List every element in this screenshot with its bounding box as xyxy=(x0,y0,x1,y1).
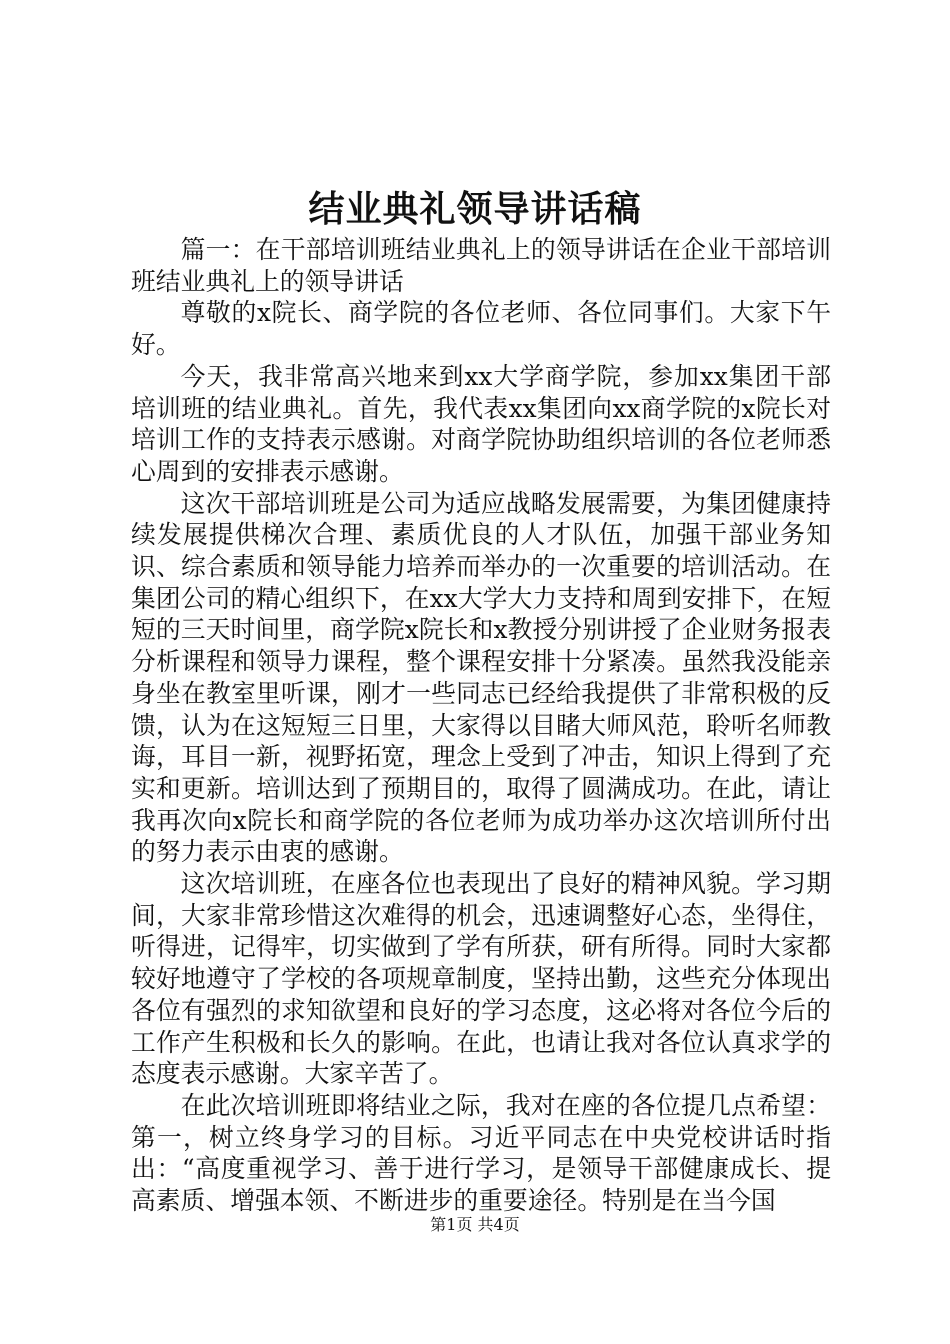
document-body xyxy=(131,234,831,1217)
paragraph: 这次干部培训班是公司为适应战略发展需要，为集团健康持续发展提供梯次合理、素质优良的人才队伍，加强干部业务知识、综合素质和领导能力培养而举办的一次重要的培训活动。在集团公司的精心组织下，在xx大学大力支持和周到安排下，在短短的三天时间里，商学院x院长和x教授分别讲授了企业财务报表分析课程和领导力课程，整个课程安排十分紧凑。虽然我没能亲身坐在教室里听课，刚才一些同志已经给我提供了非常积极的反馈，认为在这短短三日里，大家得以目睹大师风范，聆听名师教诲，耳目一新，视野拓宽，理念上受到了冲击，知识上得到了充实和更新。培训达到了预期目的，取得了圆满成功。在此，请让我再次向x院长和商学院的各位老师为成功举办这次培训所付出的努力表示由衷的感谢。 xyxy=(131,488,831,867)
paragraph: 在此次培训班即将结业之际，我对在座的各位提几点希望：第一，树立终身学习的目标。习近平同志在中央党校讲话时指出：“高度重视学习、善于进行学习，是领导干部健康成长、提高素质、增强本领、不断进步的重要途径。特别是在当今国 xyxy=(131,1090,831,1216)
paragraph: 这次培训班，在座各位也表现出了良好的精神风貌。学习期间，大家非常珍惜这次难得的机会，迅速调整好心态，坐得住，听得进，记得牢，切实做到了学有所获，研有所得。同时大家都较好地遵守了学校的各项规章制度，坚持出勤，这些充分体现出各位有强烈的求知欲望和良好的学习态度，这必将对各位今后的工作产生积极和长久的影响。在此，也请让我对各位认真求学的态度表示感谢。大家辛苦了。 xyxy=(131,869,831,1089)
paragraph: 今天，我非常高兴地来到xx大学商学院，参加xx集团干部培训班的结业典礼。首先，我代表xx集团向xx商学院的x院长对培训工作的支持表示感谢。对商学院协助组织培训的各位老师悉心周到的安排表示感谢。 xyxy=(131,361,831,486)
paragraph: 篇一：在干部培训班结业典礼上的领导讲话在企业干部培训班结业典礼上的领导讲话 xyxy=(131,235,831,296)
paragraph: 尊敬的x院长、商学院的各位老师、各位同事们。大家下午好。 xyxy=(131,298,831,360)
document-title: 结业典礼领导讲话稿 xyxy=(308,188,642,230)
page-footer: 第1页 共4页 xyxy=(430,1215,520,1234)
